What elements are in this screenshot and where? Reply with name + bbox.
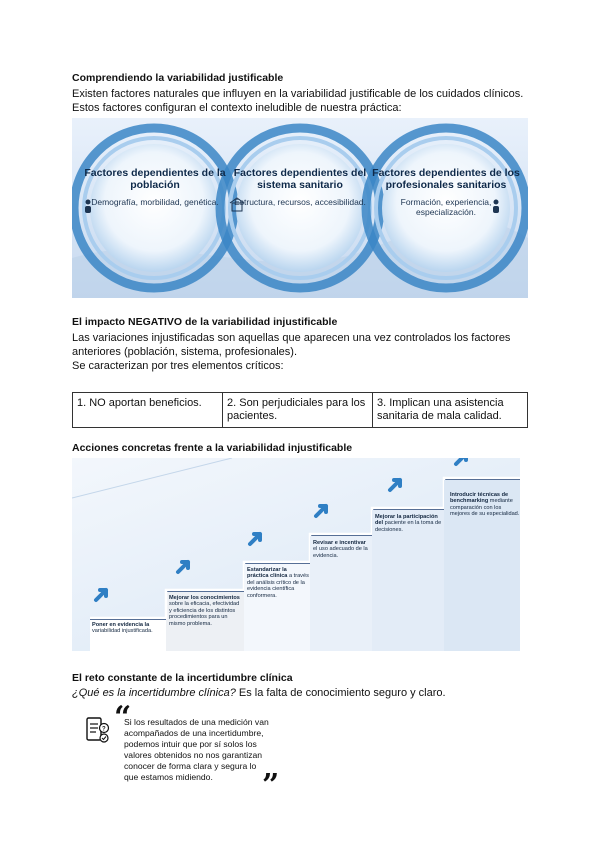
circle-system <box>225 128 375 288</box>
step-2: Mejorar los conocimientos sobre la eficacia, efectividad y eficiencia de los distintos procedimientos para un mismo problema. <box>169 595 240 627</box>
arrow-icon <box>250 534 260 544</box>
circle-title: Factores dependientes del sistema sanitario <box>233 167 367 191</box>
quote-line: que estamos midiendo. <box>124 772 213 782</box>
quote-line: podemos intuir que por sí solos los <box>124 739 257 749</box>
quote-close-mark: ” <box>262 768 280 803</box>
section-title-uncertainty: El reto constante de la incertidumbre clínica <box>72 672 293 684</box>
arrow-icon <box>456 458 466 464</box>
uncertainty-definition <box>72 686 542 700</box>
circle-title: Factores dependientes de la población <box>84 167 226 191</box>
table-cell: 3. Implican una asistencia sanitaria de mala calidad. <box>373 393 528 428</box>
circle-professionals <box>371 128 521 288</box>
arrow-icon <box>96 590 106 600</box>
arrow-icon <box>316 506 326 516</box>
uncertainty-answer: Es la falta de conocimiento seguro y claro. <box>235 687 446 699</box>
circle-desc: Estructura, recursos, accesibilidad. <box>234 197 366 207</box>
circle-population <box>80 128 230 288</box>
uncertainty-quote <box>124 717 284 783</box>
stairs-figure <box>72 458 520 651</box>
quote-line: conocer de forma clara y segura lo <box>124 761 257 771</box>
section-title-justifiable: Comprendiendo la variabilidad justificable <box>72 72 284 84</box>
section-title-actions: Acciones concretas frente a la variabilidad injustificable <box>72 442 353 454</box>
step-5: Mejorar la participación del paciente en la toma de decisiones. <box>375 514 442 533</box>
quote-line: Si los resultados de una medición van <box>124 717 269 727</box>
table-cell: 1. NO aportan beneficios. <box>73 393 223 428</box>
step-3: Estandarizar la práctica clínica a través del análisis crítico de la evidencia científica conformera. <box>247 567 309 599</box>
step-4: Revisar e incentivar el uso adecuado de la evidencia. <box>313 540 368 559</box>
critical-elements-table <box>72 392 528 428</box>
factors-figure <box>72 118 528 298</box>
table-row <box>73 393 528 428</box>
intro-line-2: Estos factores configuran el contexto ineludible de nuestra práctica: <box>72 102 402 114</box>
negative-line-2: anteriores (población, sistema, profesionales). <box>72 346 298 358</box>
quote-line: acompañados de una incertidumbre, <box>124 728 264 738</box>
circle-desc: Formación, experiencia, especialización. <box>400 197 492 217</box>
negative-line-1: Las variaciones injustificadas son aquellas que aparecen una vez controlados los factores <box>72 332 511 344</box>
table-cell: 2. Son perjudiciales para los pacientes. <box>223 393 373 428</box>
quote-open-mark: “ <box>114 700 132 735</box>
quote-line: valores obtenidos no nos garantizan <box>124 750 263 760</box>
arrow-icon <box>178 562 188 572</box>
circle-desc: Demografía, morbilidad, genética. <box>91 197 219 207</box>
circle-title: Factores dependientes de los profesionales sanitarios <box>372 167 520 191</box>
intro-line-1: Existen factores naturales que influyen en la variabilidad justificable de los cuidados clínicos. <box>72 88 524 100</box>
clipboard-question-icon <box>86 716 110 744</box>
step-6: Introducir técnicas de benchmarking mediante comparación con los mejores de su especialidad. <box>450 492 520 518</box>
arrow-icon <box>390 480 400 490</box>
section-title-negative: El impacto NEGATIVO de la variabilidad injustificable <box>72 316 338 328</box>
uncertainty-question: ¿Qué es la incertidumbre clínica? <box>72 687 236 699</box>
step-1: Poner en evidencia la variabilidad injustificada. <box>92 622 153 635</box>
svg-text:?: ? <box>102 726 106 733</box>
negative-line-3: Se caracterizan por tres elementos críticos: <box>72 360 284 372</box>
